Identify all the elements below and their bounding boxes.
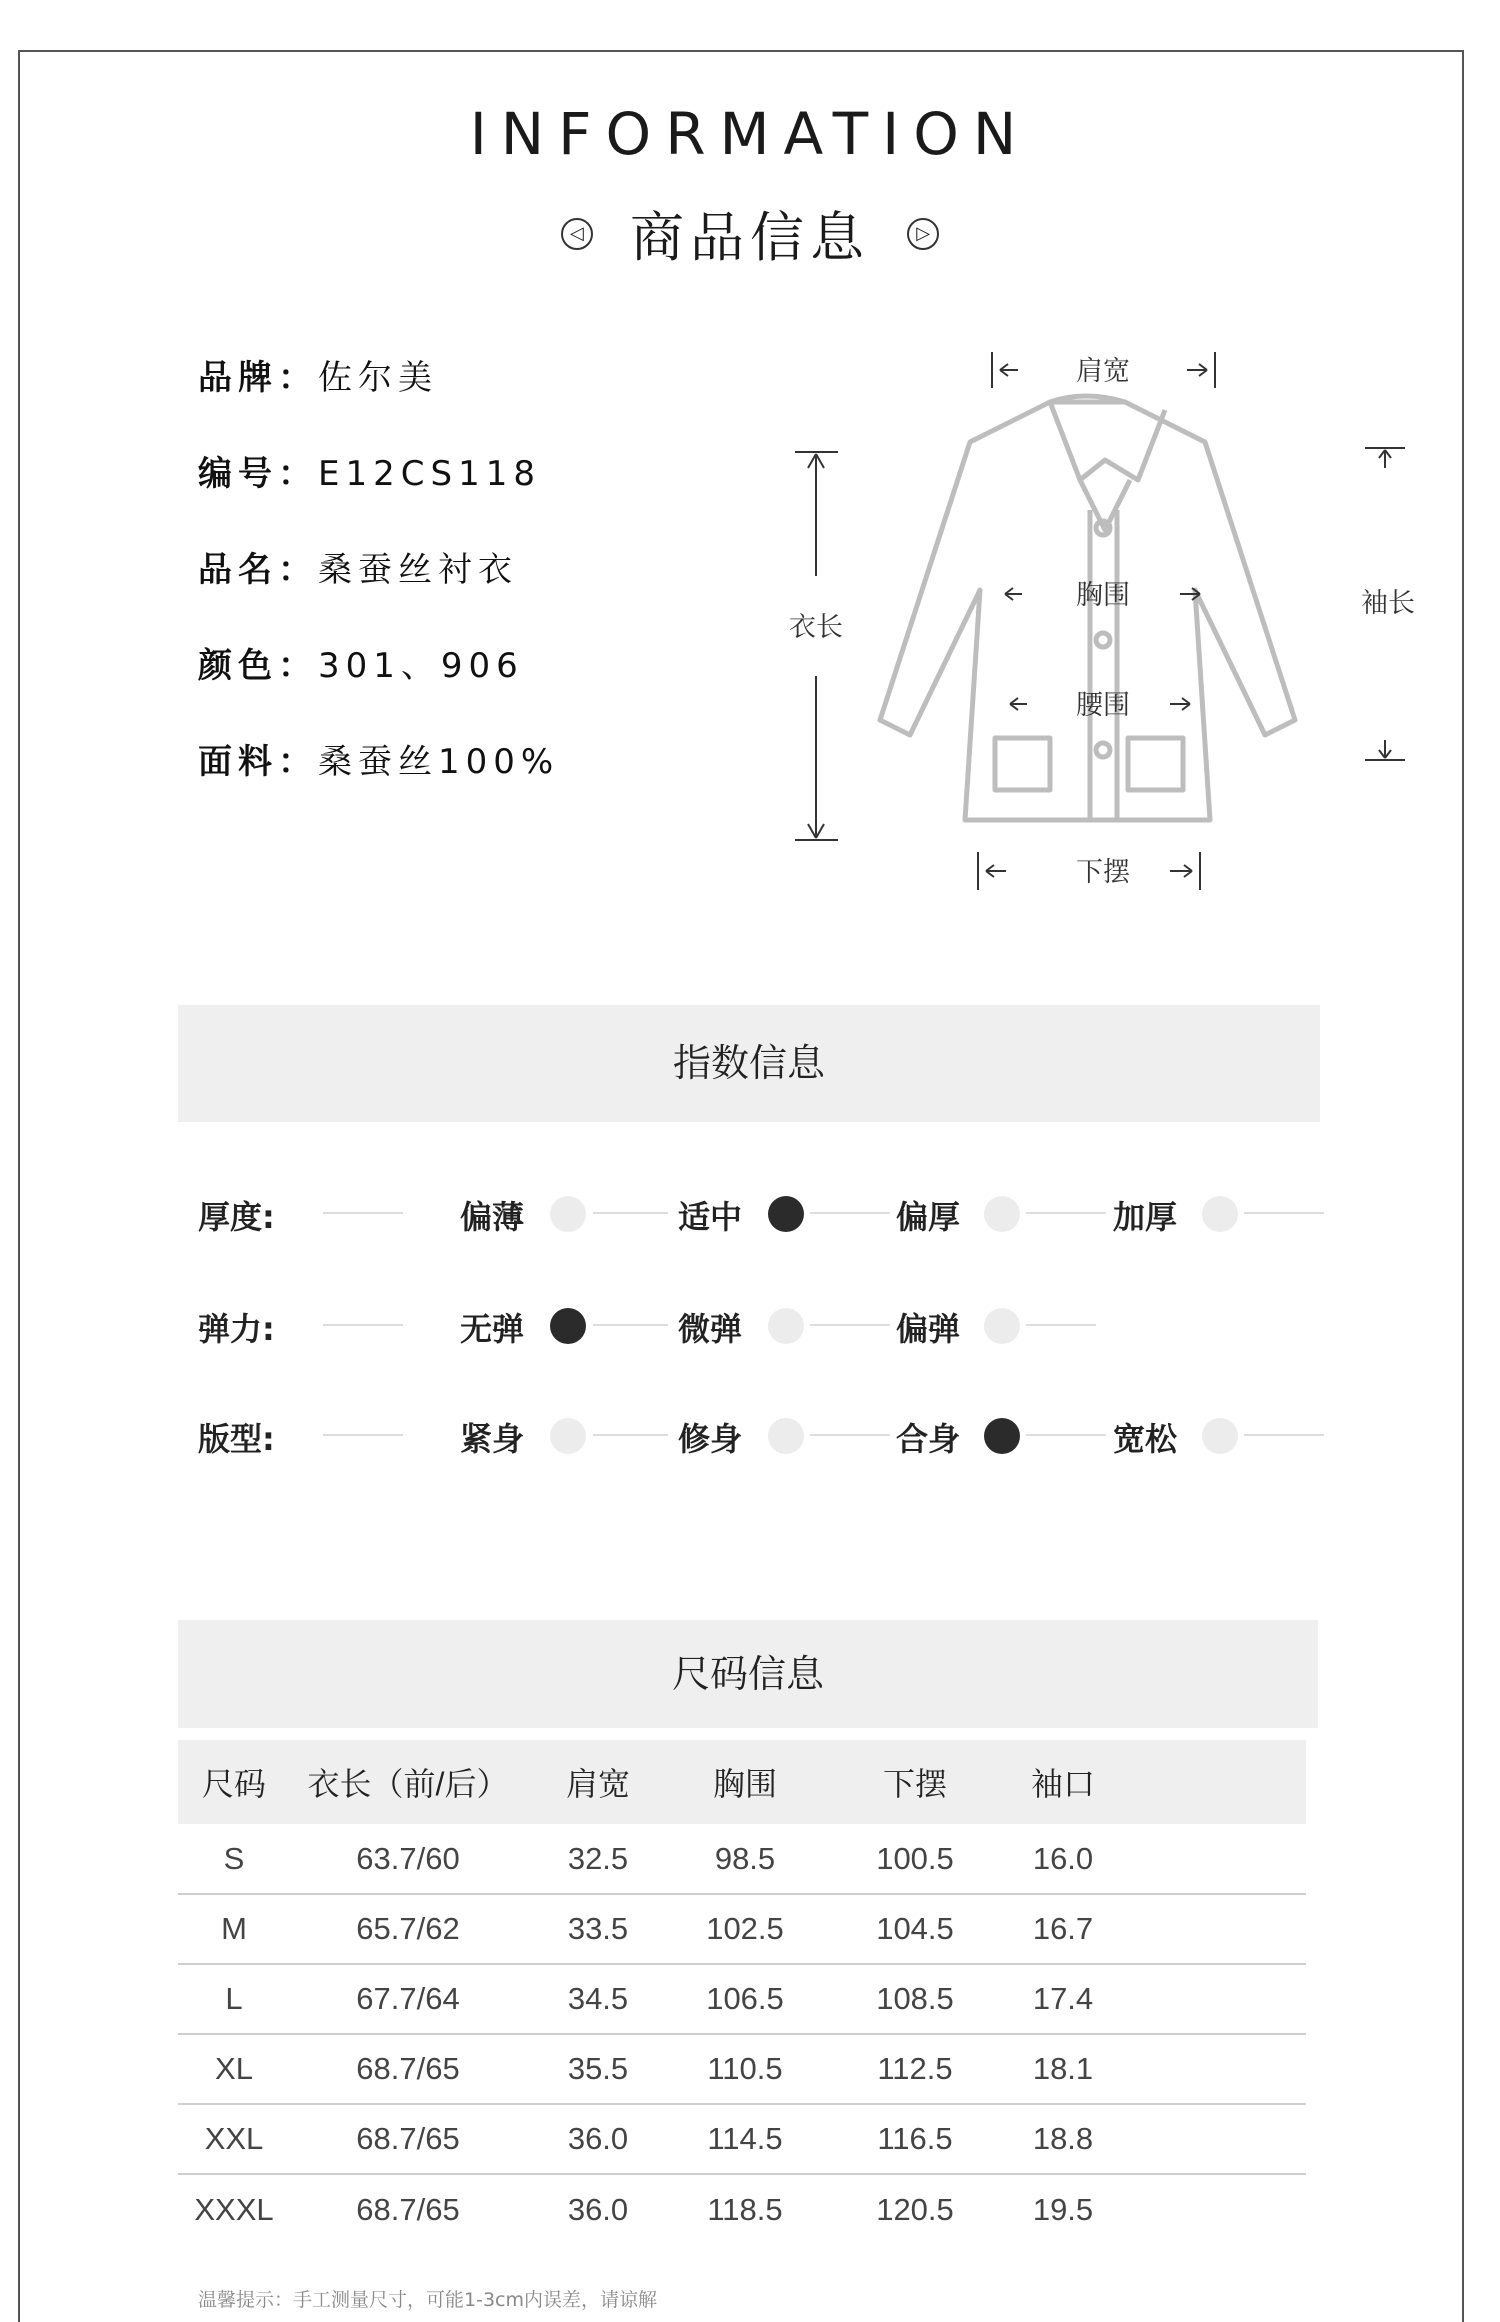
index-row-label: 厚度: [198,1198,275,1236]
index-option-label: 修身 [678,1420,743,1458]
attr-label: 面料： [198,742,318,782]
attr-label: 品牌： [198,358,318,398]
arrow-left-icon: ◁ [561,218,593,250]
index-track-line [323,1212,403,1214]
pocket-left-icon [995,738,1050,790]
index-track-line [810,1324,890,1326]
label-waist: 腰围 [1076,690,1130,721]
index-option-dot [550,1196,586,1232]
label-chest: 胸围 [1076,580,1130,611]
index-option-dot [768,1308,804,1344]
shirt-measurement-diagram [760,340,1420,900]
index-option-dot [550,1418,586,1454]
index-track-line [810,1434,890,1436]
index-option-label: 微弹 [678,1310,743,1348]
attr-value: E12CS118 [318,454,541,494]
size-col-header: 肩宽 [526,1740,670,1824]
table-cell: M [178,1894,290,1964]
label-sleeve: 袖长 [1361,588,1415,619]
attr-value: 佐尔美 [318,358,438,398]
attr-label: 品名： [198,550,318,590]
index-option-label: 加厚 [1113,1198,1178,1236]
table-cell: 35.5 [526,2034,670,2104]
label-length: 衣长 [789,612,843,643]
table-cell: 120.5 [876,2191,954,2227]
table-cell: 36.0 [567,2191,629,2227]
size-col-header: 胸围 [670,1740,820,1824]
size-col-header: 下摆 [820,1740,1010,1824]
size-col-header: 尺码 [178,1740,290,1824]
table-cell: 104.5 [820,1894,1010,1964]
table-row [178,1964,1306,2034]
index-option-label: 宽松 [1113,1420,1178,1458]
index-option-label: 紧身 [460,1420,525,1458]
index-track-line [810,1212,890,1214]
size-table [178,1740,1306,2244]
index-row-thickness [198,1188,1328,1238]
table-cell: 68.7/65 [290,2034,526,2104]
index-option-dot [1202,1196,1238,1232]
index-track-line [593,1434,668,1436]
table-row [178,2174,1306,2244]
table-cell: 34.5 [526,1964,670,2034]
size-table-header-row [178,1740,1306,1824]
title-english: INFORMATION [469,100,1031,168]
table-cell: L [178,1964,290,2034]
table-cell: 67.7/64 [290,1964,526,2034]
size-col-header-blank [1116,1740,1306,1824]
table-cell: XXL [178,2104,290,2174]
table-cell: 112.5 [820,2034,1010,2104]
table-cell: 108.5 [820,1964,1010,2034]
table-cell-blank [1116,1964,1306,2034]
attr-value: 桑蚕丝100% [318,742,560,782]
index-track-line [593,1324,668,1326]
table-cell-blank [1116,2034,1306,2104]
table-cell: 114.5 [670,2104,820,2174]
index-track-line [1244,1434,1324,1436]
attr-label: 编号： [198,454,318,494]
label-shoulder: 肩宽 [1076,356,1130,387]
table-cell-blank [1116,2104,1306,2174]
index-option-dot-selected [768,1196,804,1232]
table-cell: 100.5 [820,1824,1010,1894]
table-cell: 18.8 [1010,2104,1116,2174]
table-cell-blank [1116,2174,1306,2244]
index-option-label: 无弹 [460,1310,525,1348]
table-cell: 33.5 [526,1894,670,1964]
index-track-line [1026,1212,1106,1214]
attr-product-name [198,542,518,591]
index-track-line [1026,1434,1106,1436]
index-row-elasticity [198,1300,1328,1350]
attr-code [198,446,541,495]
table-cell: 118.5 [707,2191,783,2227]
index-section-header [178,1005,1320,1122]
attr-fabric [198,734,559,783]
table-cell: 17.4 [1010,1964,1116,2034]
table-row [178,2034,1306,2104]
table-row [178,1894,1306,1964]
index-option-label: 适中 [678,1198,743,1236]
table-cell: 106.5 [670,1964,820,2034]
index-track-line [323,1434,403,1436]
table-cell: 16.0 [1010,1824,1116,1894]
table-cell: S [178,1824,290,1894]
title-chinese-row [0,195,1500,272]
table-row [178,1824,1306,1894]
table-cell: 68.7/65 [290,2104,526,2174]
size-col-header: 衣长（前/后） [290,1740,526,1824]
table-cell: 16.7 [1010,1894,1116,1964]
table-cell-blank [1116,1824,1306,1894]
table-cell: XXXL [194,2191,274,2227]
arrow-right-icon: ▷ [907,218,939,250]
index-track-line [1244,1212,1324,1214]
index-option-label: 合身 [896,1420,961,1458]
table-cell: 19.5 [1032,2191,1094,2227]
size-section-title: 尺码信息 [671,1652,824,1696]
size-col-header: 袖口 [1010,1740,1116,1824]
table-cell: 98.5 [670,1824,820,1894]
index-option-label: 偏厚 [896,1198,961,1236]
index-option-dot [768,1418,804,1454]
index-section-title: 指数信息 [672,1041,825,1085]
index-track-line [323,1324,403,1326]
table-cell: 116.5 [820,2104,1010,2174]
attr-label: 颜色： [198,646,318,686]
index-option-label: 偏弹 [896,1310,961,1348]
table-cell: 68.7/65 [356,2191,460,2227]
table-row [178,2104,1306,2174]
index-track-line [1026,1324,1096,1326]
table-cell: 110.5 [670,2034,820,2104]
index-option-label: 偏薄 [460,1198,525,1236]
index-option-dot-selected [550,1308,586,1344]
index-track-line [593,1212,668,1214]
index-option-dot [984,1308,1020,1344]
table-cell: 18.1 [1010,2034,1116,2104]
attr-value: 301、906 [318,646,524,686]
attr-value: 桑蚕丝衬衣 [318,550,518,590]
table-cell: 36.0 [526,2104,670,2174]
shirt-collar-icon [1050,396,1165,480]
table-cell: 65.7/62 [290,1894,526,1964]
table-cell: 32.5 [526,1824,670,1894]
index-option-dot [1202,1418,1238,1454]
pocket-right-icon [1128,738,1183,790]
table-cell: 63.7/60 [290,1824,526,1894]
table-cell: XL [178,2034,290,2104]
label-hem: 下摆 [1076,857,1130,888]
attr-brand [198,350,438,399]
measurement-note: 温馨提示：手工测量尺寸，可能1-3cm内误差，请谅解 [198,2289,657,2311]
title-chinese: 商品信息 [630,206,870,269]
size-section-header [178,1620,1318,1728]
table-cell: 102.5 [670,1894,820,1964]
index-option-dot [984,1196,1020,1232]
index-row-label: 版型: [198,1420,275,1458]
index-option-dot-selected [984,1418,1020,1454]
index-row-fit [198,1410,1328,1460]
table-cell-blank [1116,1894,1306,1964]
index-row-label: 弹力: [198,1310,275,1348]
attr-color [198,638,524,687]
